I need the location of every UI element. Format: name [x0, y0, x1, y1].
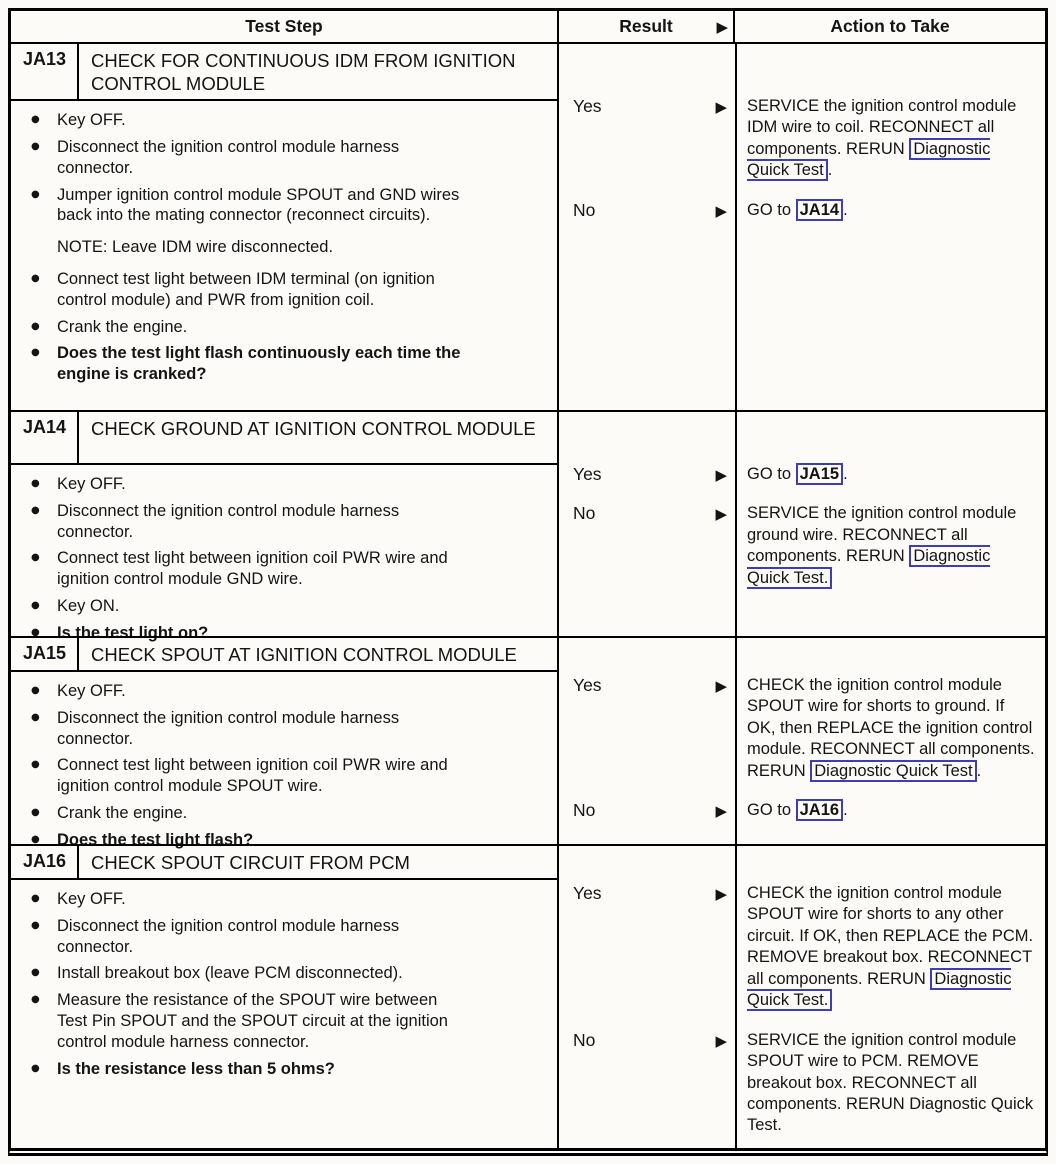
test-step-cell — [11, 846, 559, 1156]
result-label: No — [573, 503, 596, 524]
outcome-no — [559, 800, 1045, 821]
bullet-icon: ● — [31, 188, 40, 200]
test-title: CHECK FOR CONTINUOUS IDM FROM IGNITION CONTROL MODULE — [91, 50, 516, 95]
test-title: CHECK GROUND AT IGNITION CONTROL MODULE — [91, 418, 536, 439]
bullet-icon: ● — [31, 833, 40, 845]
outcomes-list — [559, 638, 1045, 848]
bullet-icon: ● — [31, 141, 40, 153]
header-result-label: Result — [619, 16, 673, 36]
column-divider — [735, 412, 737, 636]
action-segment: . — [843, 465, 848, 483]
step-question — [31, 343, 471, 385]
action-text — [735, 96, 1045, 182]
step-text: Connect test light between IDM terminal (on ignition control module) and PWR from ignition coil. — [57, 269, 435, 309]
arrow-right-icon: ▶ — [715, 505, 727, 524]
test-block-ja15 — [11, 636, 1045, 849]
action-text — [735, 200, 1045, 221]
step-bullet — [31, 916, 471, 958]
diagnostic-quick-test-link[interactable]: Diagnostic Quick Test — [810, 760, 976, 782]
test-title: CHECK SPOUT AT IGNITION CONTROL MODULE — [91, 644, 517, 665]
outcomes-list — [559, 412, 1045, 615]
result-action-area — [559, 846, 1045, 1156]
outcome-yes — [559, 96, 1045, 182]
result-cell — [559, 96, 735, 182]
test-title-row — [11, 638, 557, 672]
step-note — [31, 237, 471, 258]
arrow-right-icon: ▶ — [715, 802, 727, 821]
action-text — [735, 883, 1045, 1012]
bullet-icon: ● — [31, 272, 40, 284]
step-bullet — [31, 317, 471, 338]
result-cell — [559, 1030, 735, 1137]
test-title-row — [11, 846, 557, 880]
result-cell — [559, 503, 735, 589]
result-label: No — [573, 1029, 596, 1050]
step-bullet — [31, 548, 471, 590]
ja15-link[interactable]: JA15 — [796, 463, 843, 485]
result-cell — [559, 675, 735, 782]
bullet-icon: ● — [31, 807, 40, 819]
test-title: CHECK SPOUT CIRCUIT FROM PCM — [91, 852, 410, 873]
bullet-icon: ● — [31, 893, 40, 905]
test-steps-list — [11, 465, 557, 659]
action-segment: GO to — [747, 801, 796, 820]
arrow-right-icon: ▶ — [716, 17, 728, 36]
test-steps-list — [11, 880, 557, 1095]
arrow-right-icon: ▶ — [715, 98, 727, 116]
result-label: Yes — [573, 883, 602, 903]
step-text: Key OFF. — [57, 890, 126, 909]
step-text: Install breakout box (leave PCM disconnected). — [57, 964, 403, 983]
bullet-icon: ● — [31, 919, 40, 931]
outcome-yes — [559, 675, 1045, 782]
test-steps-list — [11, 672, 557, 866]
arrow-right-icon: ▶ — [715, 466, 727, 484]
step-bullet — [31, 596, 471, 617]
action-text — [735, 503, 1045, 589]
ja16-link[interactable]: JA16 — [796, 799, 843, 821]
step-text: Connect test light between ignition coil PWR wire and ignition control module SPOUT wire. — [57, 756, 448, 796]
step-text: Measure the resistance of the SPOUT wire between Test Pin SPOUT and the SPOUT circuit at the ignition control module harness connector. — [57, 991, 448, 1051]
step-text: Disconnect the ignition control module harness connector. — [57, 138, 400, 177]
diagnostic-table — [8, 8, 1048, 1156]
test-id: JA14 — [11, 412, 79, 463]
arrow-right-icon: ▶ — [715, 201, 727, 220]
step-question — [31, 1059, 471, 1080]
result-label: Yes — [573, 96, 602, 116]
test-block-ja16 — [11, 844, 1045, 1156]
question-text: Does the test light flash? — [57, 830, 254, 849]
bullet-icon: ● — [31, 685, 40, 697]
step-bullet — [31, 185, 471, 227]
step-bullet — [31, 889, 471, 910]
step-text: Crank the engine. — [57, 804, 188, 823]
action-segment: GO to — [747, 465, 796, 483]
action-segment: SERVICE the ignition control module IDM wire to coil. RECONNECT all components. RERUN — [747, 97, 1017, 158]
bullet-icon: ● — [31, 320, 40, 332]
step-bullet — [31, 137, 471, 179]
diagnostic-quick-test-link[interactable]: Diagnostic Quick Test. — [747, 969, 1012, 1010]
result-cell — [559, 800, 735, 821]
bullet-icon: ● — [31, 114, 40, 126]
step-text: Crank the engine. — [57, 317, 188, 336]
step-text: Key OFF. — [57, 475, 126, 493]
outcomes-list — [559, 44, 1045, 247]
column-divider — [735, 638, 737, 844]
step-bullet — [31, 681, 471, 702]
result-cell — [559, 883, 735, 1012]
step-text: Disconnect the ignition control module harness connector. — [57, 916, 400, 956]
question-text: Does the test light flash continuously each time the engine is cranked? — [57, 344, 461, 384]
ja14-link[interactable]: JA14 — [796, 199, 843, 221]
header-action-to-take: Action to Take — [830, 16, 950, 36]
step-bullet — [31, 269, 471, 311]
arrow-right-icon: ▶ — [715, 677, 727, 695]
diagnostic-quick-test-link[interactable]: Diagnostic Quick Test. — [747, 547, 991, 587]
question-text: Is the resistance less than 5 ohms? — [57, 1059, 335, 1078]
action-segment: . — [843, 801, 848, 820]
bullet-icon: ● — [31, 967, 40, 979]
action-text — [735, 800, 1045, 821]
bullet-icon: ● — [31, 1062, 40, 1074]
action-segment: GO to — [747, 200, 796, 219]
step-bullet — [31, 755, 471, 797]
test-block-ja13 — [11, 42, 1045, 410]
outcome-no — [559, 200, 1045, 221]
step-bullet — [31, 110, 471, 131]
action-segment: . — [827, 161, 833, 180]
result-label: Yes — [573, 464, 602, 484]
test-title-row — [11, 412, 557, 465]
bullet-icon: ● — [31, 504, 40, 516]
bullet-icon: ● — [31, 552, 40, 564]
outcomes-list — [559, 846, 1045, 1156]
test-step-cell — [11, 638, 559, 849]
header-result — [559, 11, 735, 42]
step-text: Key OFF. — [57, 111, 126, 130]
action-text — [735, 675, 1045, 782]
result-action-area — [559, 44, 1045, 410]
step-bullet — [31, 990, 471, 1052]
action-segment: CHECK the ignition control module SPOUT wire for shorts to any other circuit. If OK, then REPLACE the PCM. REMOVE breakout box. RECONNECT all components. RERUN — [747, 884, 1034, 988]
bullet-icon: ● — [31, 994, 40, 1006]
step-bullet — [31, 708, 471, 750]
step-text: Connect test light between ignition coil PWR wire and ignition control module GND wire. — [57, 549, 448, 589]
outcome-yes — [559, 464, 1045, 485]
action-segment: SERVICE the ignition control module ground wire. RECONNECT all components. RERUN — [747, 504, 1017, 566]
result-cell — [559, 200, 735, 221]
step-text: Key OFF. — [57, 682, 126, 701]
test-step-cell — [11, 44, 559, 410]
action-segment: . — [843, 200, 848, 219]
bullet-icon: ● — [31, 759, 40, 771]
test-block-ja14 — [11, 410, 1045, 642]
test-title-row — [11, 44, 557, 101]
test-id: JA15 — [11, 638, 79, 670]
step-text: Disconnect the ignition control module harness connector. — [57, 708, 400, 748]
table-header-row — [11, 11, 1045, 42]
step-text: Disconnect the ignition control module harness connector. — [57, 501, 400, 541]
result-label: No — [573, 800, 596, 821]
note-text: NOTE: Leave IDM wire disconnected. — [57, 238, 334, 257]
action-text — [735, 464, 1045, 485]
bullet-icon: ● — [31, 599, 40, 611]
header-test-step: Test Step — [11, 11, 559, 42]
result-cell — [559, 464, 735, 485]
action-segment: SERVICE the ignition control module SPOUT wire to PCM. REMOVE breakout box. RECONNECT all components. RERUN Diagnostic Quick Test. — [747, 1030, 1034, 1135]
test-id: JA16 — [11, 846, 79, 878]
arrow-right-icon: ▶ — [715, 1031, 727, 1050]
result-action-area — [559, 638, 1045, 844]
step-text: Jumper ignition control module SPOUT and GND wires back into the mating connector (reconnect circuits). — [57, 185, 460, 225]
result-label: No — [573, 199, 596, 220]
result-action-area — [559, 412, 1045, 636]
outcome-no — [559, 1030, 1045, 1137]
action-text — [735, 1030, 1045, 1137]
test-id: JA13 — [11, 44, 79, 99]
step-bullet — [31, 803, 471, 824]
bullet-icon: ● — [31, 626, 40, 638]
action-segment: CHECK the ignition control module SPOUT wire for shorts to ground. If OK, then REPLACE the ignition control module. RECONNECT all components. RERUN — [747, 676, 1035, 780]
bullet-icon: ● — [31, 347, 40, 359]
bullet-icon: ● — [31, 711, 40, 723]
step-text: Key ON. — [57, 596, 120, 615]
step-bullet — [31, 474, 471, 495]
action-segment: . — [976, 761, 982, 780]
test-step-cell — [11, 412, 559, 642]
column-divider — [735, 846, 737, 1156]
step-bullet — [31, 501, 471, 543]
arrow-right-icon: ▶ — [715, 885, 727, 903]
diagnostic-quick-test-link[interactable]: Diagnostic Quick Test — [747, 139, 991, 180]
outcome-no — [559, 503, 1045, 589]
column-divider — [735, 44, 737, 410]
result-label: Yes — [573, 675, 602, 695]
bullet-icon: ● — [31, 478, 40, 489]
step-bullet — [31, 963, 471, 984]
outcome-yes — [559, 883, 1045, 1012]
question-text: Is the test light on? — [57, 623, 209, 642]
test-steps-list — [11, 101, 557, 401]
